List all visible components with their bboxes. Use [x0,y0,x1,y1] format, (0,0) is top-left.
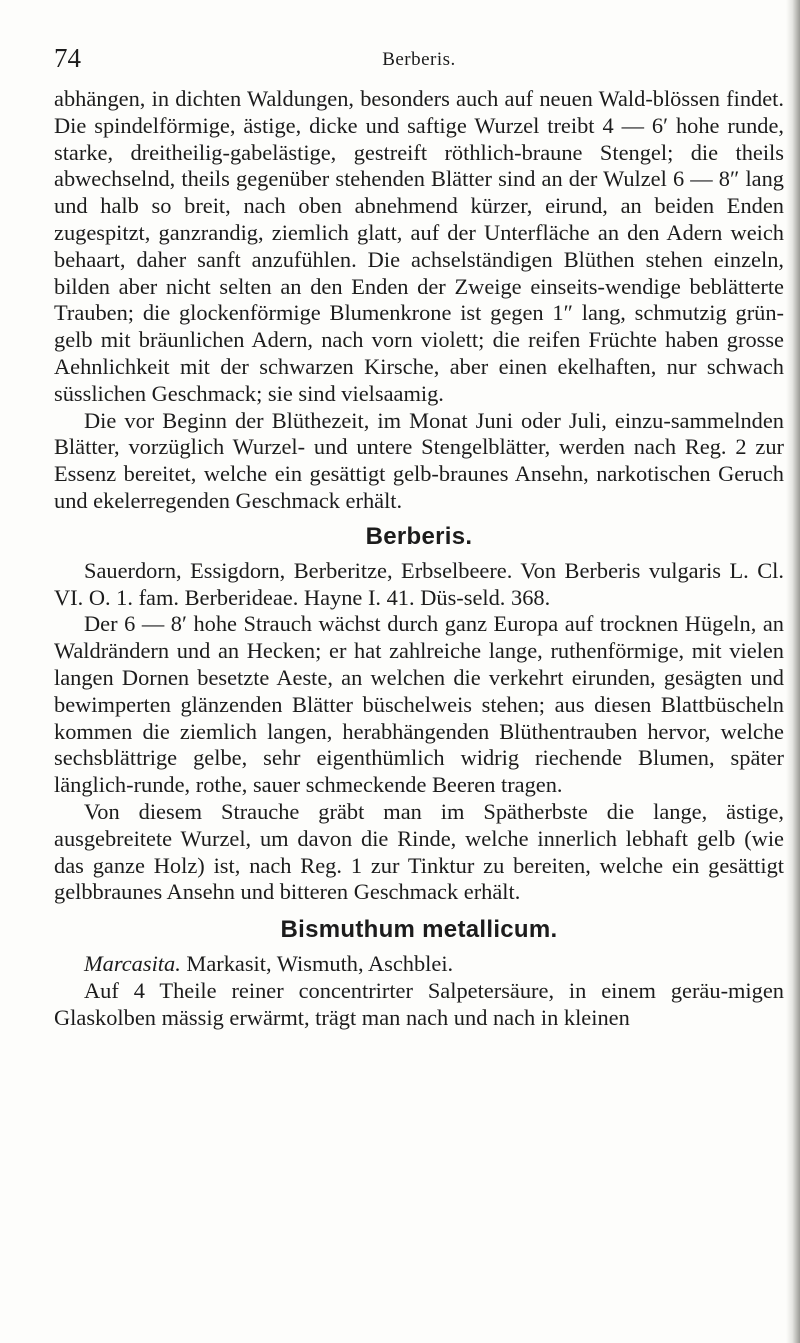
section-heading-berberis: Berberis. [365,522,473,550]
page-number: 74 [54,43,81,73]
body-text [54,86,784,1032]
page-edge-shadow [786,0,800,1343]
paragraph-synonyms-bismuthum [54,951,784,978]
synonym-italic: Marcasita. [84,951,181,977]
paragraph-preparation-bismuthum: Auf 4 Theile reiner concentrirter Salpetersäure, in einem geräu-migen Glaskolben mässig erwärmt, trägt man nach und nach in kleinen [54,977,784,1030]
section-heading-bismuthum: Bismuthum metallicum. [280,916,558,944]
page-header [54,38,784,78]
running-head: Berberis. [382,49,456,70]
synonym-list: Markasit, Wismuth, Aschblei. [180,951,454,977]
paragraph-preparation-berberis: Von diesem Strauche gräbt man im Spätherbste die lange, ästige, ausgebreitete Wurzel, um davon die Rinde, welche innerlich lebhaft gelb (wie das ganze Holz) ist, nach Reg. 1 zur Tinktur zu bereiten, welche ein gesättigt gelbbraunes Ansehn und bitteren Geschmack erhält. [54,798,784,905]
paragraph-synonyms-berberis: Sauerdorn, Essigdorn, Berberitze, Erbselbeere. Von Berberis vulgaris L. Cl. VI. O. 1. fam. Berberideae. Hayne I. 41. Düs-seld. 368. [54,557,784,610]
paragraph-description-berberis: Der 6 — 8′ hohe Strauch wächst durch ganz Europa auf trocknen Hügeln, an Waldrändern und an Hecken; er hat zahlreiche lange, ruthenförmige, mit vielen langen Dornen besetzte Aeste, an welchen die verkehrt eirunden, gesägten und bewimperten glänzenden Blätter büschelweis stehen; aus diesen Blattbüscheln kommen die ziemlich langen, herabhängenden Blüthentrauben hervor, welche sechsblättrige gelbe, sehr eigenthümlich widrig riechende Blumen, später länglich-runde, rothe, sauer schmeckende Beeren tragen. [54,611,784,798]
paragraph-continuation: abhängen, in dichten Waldungen, besonders auch auf neuen Wald-blössen findet. Die spindelförmige, ästige, dicke und saftige Wurzel treibt 4 — 6′ hohe runde, starke, dreitheilig-gabelästige, gestreift röthlich-braune Stengel; die theils abwechselnd, theils gegenüber stehenden Blätter sind an der Wulzel 6 — 8″ lang und halb so breit, nach oben abnehmend kürzer, eirund, an beiden Enden zugespitzt, ganzrandig, ziemlich glatt, auf der Unterfläche an den Adern weich behaart, daher sanft anzufühlen. Die achselständigen Blüthen stehen einzeln, bilden aber nicht selten an den Enden der Zweige einseits-wendige beblätterte Trauben; die glockenförmige Blumenkrone ist gegen 1″ lang, schmutzig grün-gelb mit bräunlichen Adern, nach vorn violett; die reifen Früchte haben grosse Aehnlichkeit mit der schwarzen Kirsche, aber einen ekelhaften, nur schwach süsslichen Geschmack; sie sind vielsaamig. [54,86,784,406]
paragraph-preparation: Die vor Beginn der Blüthezeit, im Monat Juni oder Juli, einzu-sammelnden Blätter, vorzüglich Wurzel- und untere Stengelblätter, werden nach Reg. 2 zur Essenz bereitet, welche ein gesättigt gelb-braunes Ansehn, narkotischen Geruch und ekelerregenden Geschmack erhält. [54,407,784,513]
